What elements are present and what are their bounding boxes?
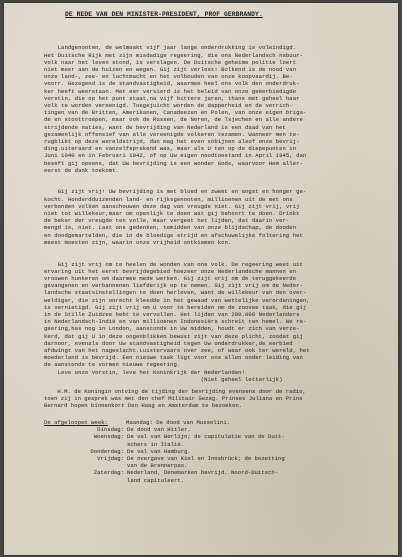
week-event: De val van Hamburg. <box>127 447 191 455</box>
week-day: Donderdag: <box>90 447 124 455</box>
week-row <box>44 433 394 447</box>
week-day: Woensdag: <box>93 433 124 441</box>
week-day: Zaterdag: <box>93 469 124 477</box>
week-row <box>44 455 394 469</box>
week-day: Vrijdag: <box>97 455 124 463</box>
speech-text <box>44 30 394 397</box>
week-row <box>44 419 394 426</box>
paragraph: Landgenooten, de welmaakt vijf jaar lange onderdrukking is voleindigd. Het Duitsche Rijk met zijn misdadige regeering, die ons Nederlandsch nabuur- volk naar het leven stond, is verslagen. De Duitsche geheime politie loert niet meer aan de huizen en wegen. Gij zijt verlost! Bolkend is de nood van onze land-, zee- en luchtmacht en het volbouden van onze koopvaardij. Be- voorr. Gezegend is de standvastigheid, waarmee heel ons volk den onderdruk- ker heeft weerstaan. Met eer versierd is het beleid van onze geëerbiedigde vorstin, die op het punt staat,na vijf bittere jaren, thans met geheel haar volk te worden vereenigd. Toegejuicht worden de dapperheid en de verrich- tingen van de Britten, Amerikanen, Canadeezen en Polen, van onze eigen briga- de en stoottroepen, maar ook de Russen, de Noren, de Tsjechen en alle andere strijdende naties, want de bevrijding van Nederland is een daad van het gezamenlijk offensief van alle vereenigde volkeren tezamen. Wanneer men te- rugblikt op deze wereldstrijd, dan mag het even sobijnen alsof onze bevrij- ding.uiteraard en vanzelfsprekend was, maar als U ten op de diepepunten in Juni 1940 en in Februari 1942, of op Uw eigen noodtoestand in April 1945, dan beseft gij opeens, dat Uw bevrijding is een wonder Gods, waarvoor Hem aller- eerst de dank toekomt. <box>44 44 307 174</box>
document-title: DE REDE VAN DEN MINISTER-PRESIDENT, PROF GERBRANDY. <box>65 11 263 18</box>
week-event: De val van Berlijn; de capitulatie van de Duit- schers in Italië. <box>127 433 285 448</box>
week-day: Dinsdag: <box>97 426 124 434</box>
week-row <box>44 426 394 433</box>
paragraph: Gij zijt vrij! Uw bevrijding is met bloed en zweet en angst en honger ge- kocht. Honderdduizenden land- en rijksgenooten, millioenen uit de met ons verbonden volken aanschouwen deze dag van vreugde niet. Gij zijt vrij, vrij niet tot willekeur,maar om openlijk te doen wat gij behoort te doen. Drinkt de beker der vreugde ten volle, maar vergeet het lijden, dat daarin ver- mengd is, niet. Last ons gedenken, temidden van onze blijdschap, de dooden en doodgemartelden, die in de bloedige strijd en afschuwelijke foltering het meest moesten zijn, waarin onze vrijheid ontkiemen kon. <box>44 188 307 246</box>
week-overview <box>44 419 394 484</box>
week-event: De overgave van Kiel en Innsbrück; de bezetting van de Brennerpas. <box>127 455 285 470</box>
week-event: De dood van Hitler. <box>127 426 191 434</box>
week-event: Maandag: De dood van Mussolini. <box>126 419 231 426</box>
queen-note: H.M. de Koningin ontving de tijding der bevrijding evensens door de radio, toen zij in gesprek was met den chef Militair Gezag. Prinses Juliana en Prins Bernard hopen binnenkort Den Haag en Amsterdam te bezoeken. <box>44 388 306 410</box>
paragraph: Gij zijt vrij om te heelen de wonden van ons volk. De regeering weet uit ervaring uit het eerst bevrijdegebied hoezeer onze Nederlandsche mannen en vrouwen hunkeren om daarmee mede werken. Gij zijt vrij om de teruggekeerde gevangenen en verbannenen liefderijk op te nemen. Gij zijt vrij om de Neder- landsche staatsinstellingen te doen herleven, want de willekeur van den over- weldiger, die zijn onrecht kleedde in het gewaad van wettelijke verordeningen, is vernietigd. Gij zijt vrij om U voor te bereiden om de zoovee taak, die gij in de Stille Zuidzee hebt te vervullen. Het lijden van 280.000 Nederlanders in Nederlandsch-Indië en van millioenen Indonesiërs schreit ten hemel. We re- geering,has nog in London, aanstonds in Uw midden, houdt er zich van verze- kerd, dat gij U in deze oogenblikken bewust zijt van deze plicht, zoodat gij darnoor, evenals door Uw standvastigheid tegen Uw onderdrukker,de eerbied afdwingt van het nageslacht.Luistervaars over zee, of waar ook ter wereld, het moederland is bevrijd. Een nieuwe taak ligt voor ons allen onder leiding van de aanstonds te vormen nieuwe regeering. Leve onze Vorstin, leve het Koninkrijk der Nederlanden! (Niet geheel letterlijk) <box>44 260 310 383</box>
week-heading: De afgeloopen week: <box>44 419 108 426</box>
week-row <box>44 448 394 455</box>
week-row <box>44 469 394 483</box>
week-event: Nederland, Denemarken bevrijd. Noord-Duitsch- land capituleert. <box>127 469 279 484</box>
document-page <box>4 3 398 555</box>
